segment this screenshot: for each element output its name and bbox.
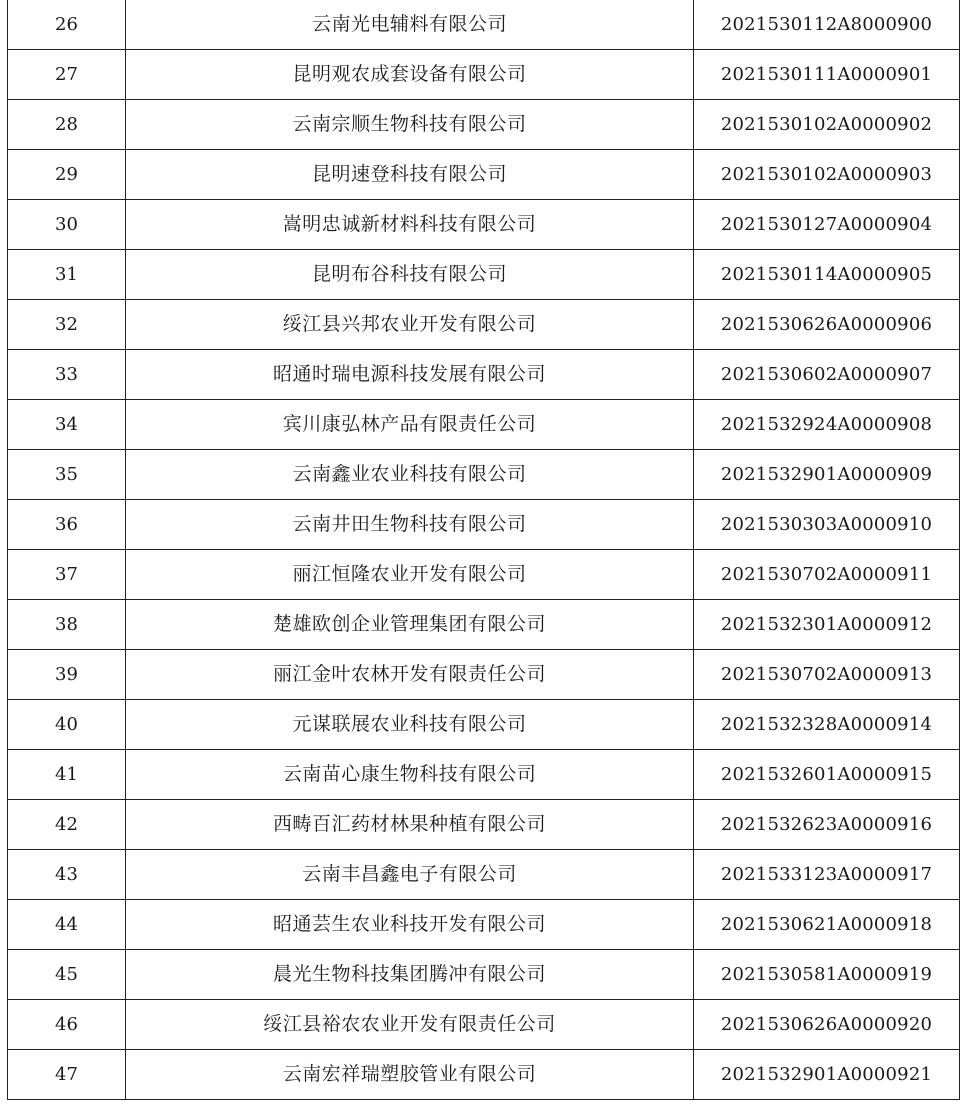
row-number-cell: 30 [8,200,126,250]
company-name-cell: 云南宗顺生物科技有限公司 [126,100,694,150]
row-number-cell: 37 [8,550,126,600]
registration-code-cell: 2021530626A0000920 [694,1000,960,1050]
table-row [8,500,960,550]
registration-code-cell: 2021530602A0000907 [694,350,960,400]
table-body [8,0,960,1100]
table-row [8,600,960,650]
company-name-cell: 昭通芸生农业科技开发有限公司 [126,900,694,950]
registration-code-cell: 2021530112A8000900 [694,0,960,50]
company-name-cell: 昭通时瑞电源科技发展有限公司 [126,350,694,400]
row-number-cell: 28 [8,100,126,150]
company-name-cell: 丽江金叶农林开发有限责任公司 [126,650,694,700]
table-row [8,700,960,750]
row-number-cell: 29 [8,150,126,200]
registration-code-cell: 2021530702A0000911 [694,550,960,600]
row-number-cell: 38 [8,600,126,650]
registration-code-cell: 2021532901A0000909 [694,450,960,500]
company-name-cell: 楚雄欧创企业管理集团有限公司 [126,600,694,650]
row-number-cell: 45 [8,950,126,1000]
registration-code-cell: 2021530621A0000918 [694,900,960,950]
table-row [8,1000,960,1050]
registration-code-cell: 2021530102A0000902 [694,100,960,150]
row-number-cell: 39 [8,650,126,700]
registration-code-cell: 2021532901A0000921 [694,1050,960,1100]
row-number-cell: 27 [8,50,126,100]
registration-code-cell: 2021530626A0000906 [694,300,960,350]
registration-code-cell: 2021532328A0000914 [694,700,960,750]
registration-code-cell: 2021532301A0000912 [694,600,960,650]
row-number-cell: 35 [8,450,126,500]
company-name-cell: 云南鑫业农业科技有限公司 [126,450,694,500]
registration-code-cell: 2021530102A0000903 [694,150,960,200]
table-row [8,150,960,200]
row-number-cell: 42 [8,800,126,850]
registration-code-cell: 2021530114A0000905 [694,250,960,300]
company-name-cell: 云南丰昌鑫电子有限公司 [126,850,694,900]
registration-code-cell: 2021532623A0000916 [694,800,960,850]
company-name-cell: 云南光电辅料有限公司 [126,0,694,50]
row-number-cell: 31 [8,250,126,300]
table-row [8,200,960,250]
company-name-cell: 西畴百汇药材林果种植有限公司 [126,800,694,850]
table-row [8,850,960,900]
row-number-cell: 47 [8,1050,126,1100]
registration-code-cell: 2021530702A0000913 [694,650,960,700]
company-list-table-wrap [7,0,959,1100]
row-number-cell: 43 [8,850,126,900]
company-name-cell: 云南井田生物科技有限公司 [126,500,694,550]
registration-code-cell: 2021530127A0000904 [694,200,960,250]
row-number-cell: 26 [8,0,126,50]
table-row [8,900,960,950]
company-name-cell: 宾川康弘林产品有限责任公司 [126,400,694,450]
table-row [8,750,960,800]
company-name-cell: 昆明布谷科技有限公司 [126,250,694,300]
table-row [8,100,960,150]
row-number-cell: 33 [8,350,126,400]
table-row [8,400,960,450]
table-row [8,250,960,300]
company-name-cell: 绥江县兴邦农业开发有限公司 [126,300,694,350]
row-number-cell: 36 [8,500,126,550]
table-row [8,50,960,100]
table-row [8,0,960,50]
row-number-cell: 46 [8,1000,126,1050]
row-number-cell: 41 [8,750,126,800]
row-number-cell: 34 [8,400,126,450]
company-name-cell: 晨光生物科技集团腾冲有限公司 [126,950,694,1000]
table-row [8,350,960,400]
company-name-cell: 丽江恒隆农业开发有限公司 [126,550,694,600]
table-row [8,550,960,600]
registration-code-cell: 2021532601A0000915 [694,750,960,800]
company-name-cell: 昆明速登科技有限公司 [126,150,694,200]
table-row [8,950,960,1000]
company-name-cell: 嵩明忠诚新材料科技有限公司 [126,200,694,250]
table-row [8,450,960,500]
row-number-cell: 44 [8,900,126,950]
table-row [8,650,960,700]
registration-code-cell: 2021530581A0000919 [694,950,960,1000]
registration-code-cell: 2021533123A0000917 [694,850,960,900]
company-list-table [7,0,960,1100]
registration-code-cell: 2021530111A0000901 [694,50,960,100]
table-row [8,1050,960,1100]
table-row [8,800,960,850]
registration-code-cell: 2021530303A0000910 [694,500,960,550]
registration-code-cell: 2021532924A0000908 [694,400,960,450]
company-name-cell: 云南宏祥瑞塑胶管业有限公司 [126,1050,694,1100]
company-name-cell: 元谋联展农业科技有限公司 [126,700,694,750]
row-number-cell: 40 [8,700,126,750]
row-number-cell: 32 [8,300,126,350]
table-row [8,300,960,350]
company-name-cell: 绥江县裕农农业开发有限责任公司 [126,1000,694,1050]
company-name-cell: 云南苗心康生物科技有限公司 [126,750,694,800]
company-name-cell: 昆明观农成套设备有限公司 [126,50,694,100]
